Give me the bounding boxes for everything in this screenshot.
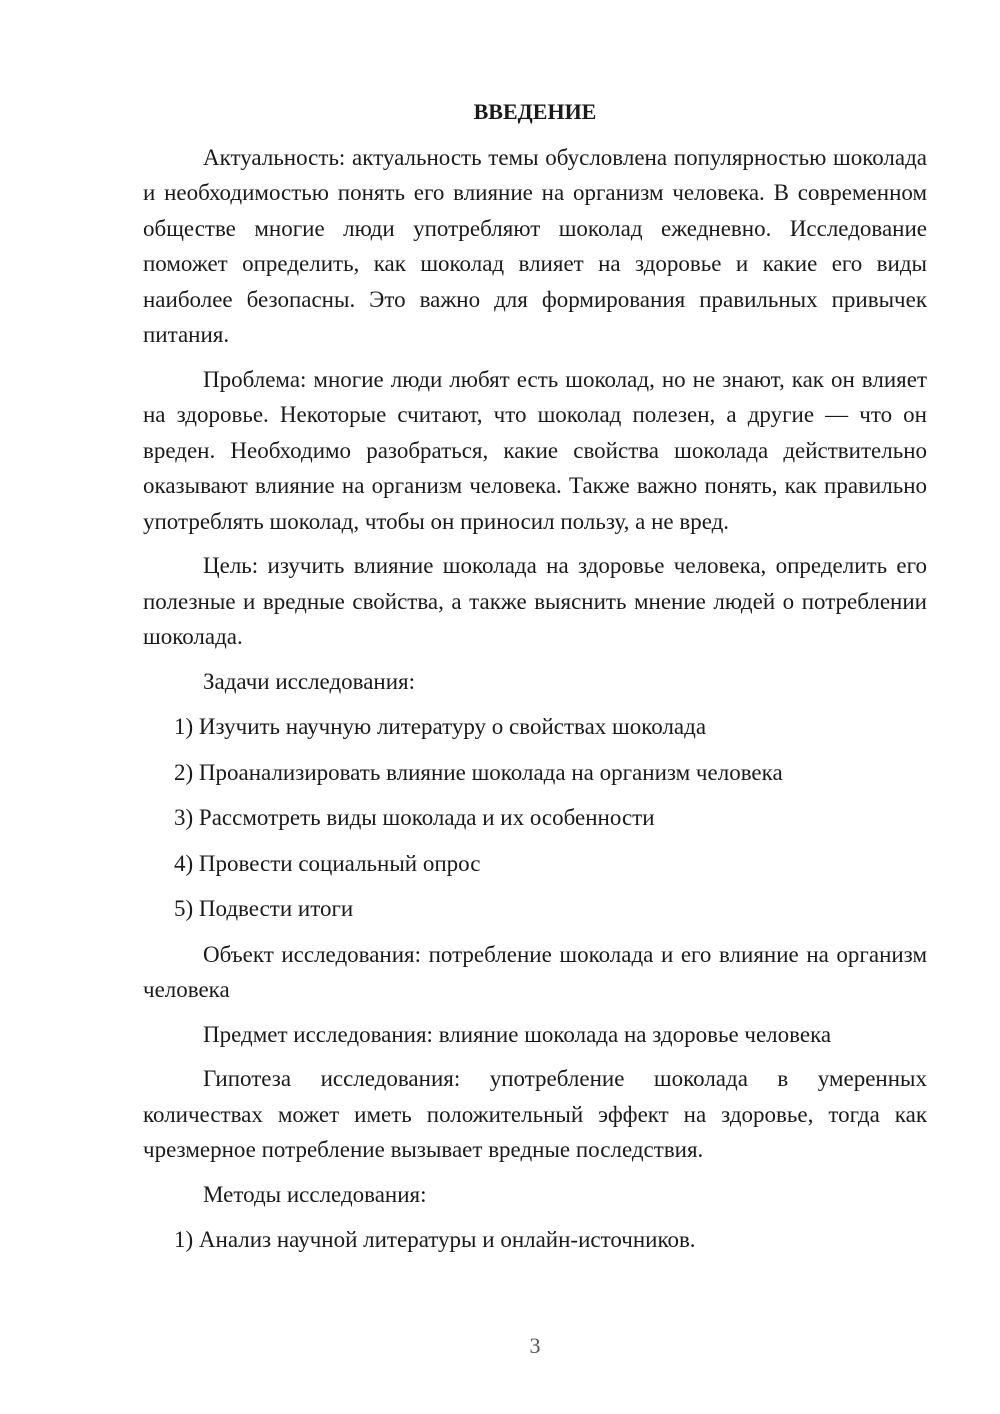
task-item: 3) Рассмотреть виды шоколада и их особенности xyxy=(174,805,655,830)
task-item: 1) Изучить научную литературу о свойствах шоколада xyxy=(174,714,707,739)
subject-paragraph: Предмет исследования: влияние шоколада на здоровье человека xyxy=(203,1021,832,1047)
method-item: 1) Анализ научной литературы и онлайн-источников. xyxy=(174,1227,696,1252)
goal-paragraph: Цель: изучить влияние шоколада на здоровье человека, определить его полезные и вредные свойства, а также выяснить мнение людей о потреблении шоколада. xyxy=(143,553,927,649)
relevance-paragraph: Актуальность: актуальность темы обусловлена популярностью шоколада и необходимостью понять его влияние на организм человека. В современном обществе многие люди употребляют шоколад ежедневно. Исследование поможет определить, как шоколад влияет на здоровье и какие его виды наиболее безопасны. Это важно для формирования правильных привычек питания. xyxy=(143,144,927,347)
task-item: 4) Провести социальный опрос xyxy=(174,850,481,876)
hypothesis-paragraph: Гипотеза исследования: употребление шоколада в умеренных количествах может иметь положительный эффект на здоровье, тогда как чрезмерное потребление вызывает вредные последствия. xyxy=(143,1066,927,1162)
page-content xyxy=(143,94,927,1268)
task-item: 2) Проанализировать влияние шоколада на организм человека xyxy=(174,759,783,785)
section-title: ВВЕДЕНИЕ xyxy=(473,99,597,124)
problem-paragraph: Проблема: многие люди любят есть шоколад, но не знают, как он влияет на здоровье. Некоторые считают, что шоколад полезен, а другие — что он вреден. Необходимо разобраться, какие свойства шоколада действительно оказывают влияние на организм человека. Также важно понять, как правильно употреблять шоколад, чтобы он приносил пользу, а не вред. xyxy=(143,366,927,534)
object-paragraph: Объект исследования: потребление шоколада и его влияние на организм человека xyxy=(143,941,927,1002)
tasks-heading: Задачи исследования: xyxy=(203,668,416,694)
task-item: 5) Подвести итоги xyxy=(174,896,354,921)
methods-heading: Методы исследования: xyxy=(203,1181,427,1207)
page-number: 3 xyxy=(529,1333,541,1358)
